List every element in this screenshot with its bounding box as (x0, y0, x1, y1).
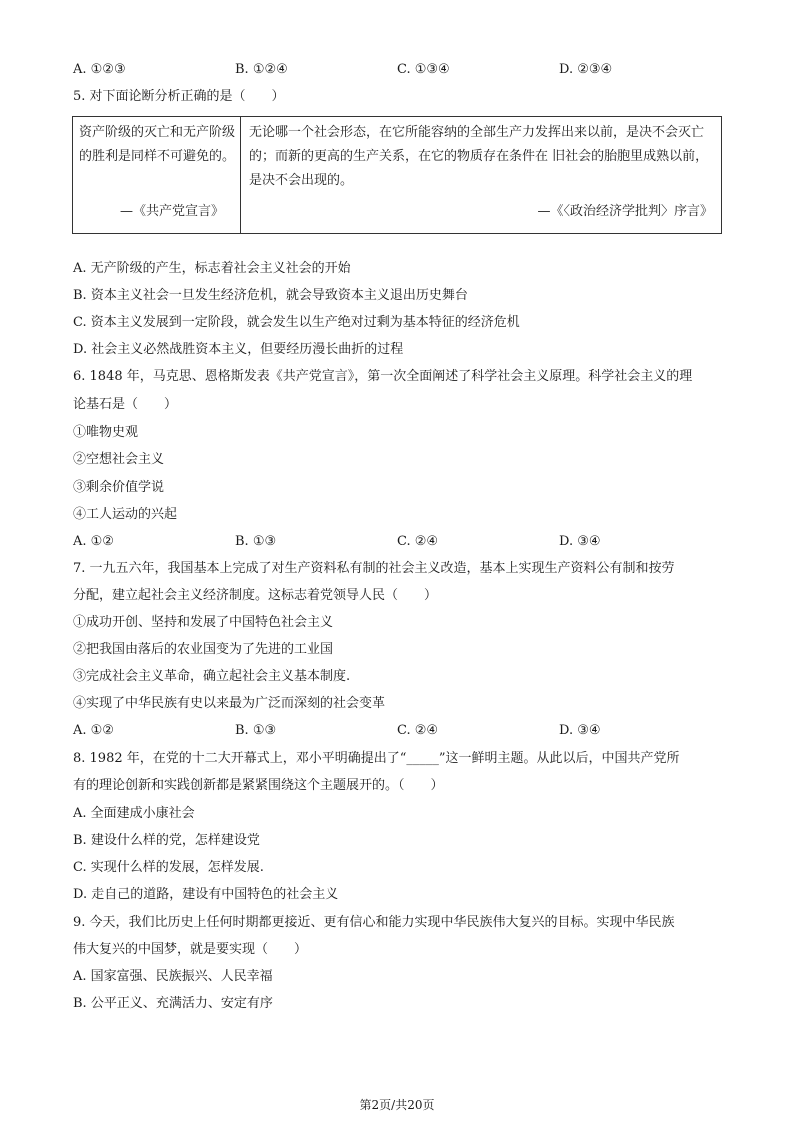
q4-option-b: B. ①②④ (235, 62, 288, 77)
quote-left-source: —《共产党宣言》 (120, 204, 225, 219)
q8-option-a: A. 全面建成小康社会 (73, 806, 195, 821)
q6-option-a: A. ①② (73, 534, 114, 549)
q5-quote-table (72, 116, 722, 234)
q6-option-b: B. ①③ (235, 534, 277, 549)
q8-option-c: C. 实现什么样的发展，怎样发展. (73, 860, 264, 875)
quote-left-text: 资产阶级的灭亡和无产阶级的胜利是同样不可避免的。 (79, 125, 236, 164)
q7-item-2: ②把我国由落后的农业国变为了先进的工业国 (73, 642, 334, 657)
q4-option-a: A. ①②③ (73, 62, 126, 77)
q5-option-a: A. 无产阶级的产生，标志着社会主义社会的开始 (73, 261, 351, 276)
quote-right-source: —《〈政治经济学批判〉序言》 (537, 204, 713, 219)
q5-option-c: C. 资本主义发展到一定阶段，就会发生以生产绝对过剩为基本特征的经济危机 (73, 315, 520, 330)
q7-stem-line2: 分配，建立起社会主义经济制度。这标志着党领导人民（ ） (73, 588, 438, 603)
q7-option-d: D. ③④ (559, 723, 601, 738)
q5-option-d: D. 社会主义必然战胜资本主义，但要经历漫长曲折的过程 (73, 342, 404, 357)
q6-item-1: ①唯物史观 (73, 425, 139, 440)
q9-option-a: A. 国家富强、民族振兴、人民幸福 (73, 969, 273, 984)
q6-stem-line1: 6. 1848 年，马克思、恩格斯发表《共产党宣言》，第一次全面阐述了科学社会主义原理。科学社会主义的理 (73, 369, 693, 384)
q7-stem-line1: 7. 一九五六年，我国基本上完成了对生产资料私有制的社会主义改造，基本上实现生产资料公有制和按劳 (73, 561, 675, 576)
q6-item-4: ④工人运动的兴起 (73, 507, 178, 522)
q6-options (73, 533, 733, 551)
q4-options (73, 61, 733, 79)
q6-option-c: C. ②④ (397, 534, 439, 549)
q7-item-1: ①成功开创、坚持和发展了中国特色社会主义 (73, 615, 334, 630)
page-number: 第2页/共20页 (359, 1098, 435, 1112)
q4-option-d: D. ②③④ (559, 62, 613, 77)
q6-option-d: D. ③④ (559, 534, 601, 549)
q9-stem-line1: 9. 今天，我们比历史上任何时期都更接近、更有信心和能力实现中华民族伟大复兴的目标。实现中华民族 (73, 915, 675, 930)
q5-option-b: B. 资本主义社会一旦发生经济危机，就会导致资本主义退出历史舞台 (73, 288, 468, 303)
q8-stem-line1: 8. 1982 年，在党的十二大开幕式上，邓小平明确提出了“_____”这一鲜明主题。从此以后，中国共产党所 (73, 751, 680, 766)
q7-option-b: B. ①③ (235, 723, 277, 738)
q7-item-4: ④实现了中华民族有史以来最为广泛而深刻的社会变革 (73, 696, 386, 711)
q6-item-3: ③剩余价值学说 (73, 480, 165, 495)
quote-right-text: 无论哪一个社会形态，在它所能容纳的全部生产力发挥出来以前，是决不会灭亡的；而新的更高的生产关系，在它的物质存在条件在 旧社会的胎胞里成熟以前，是决不会出现的。 (249, 125, 709, 188)
q7-option-a: A. ①② (73, 723, 114, 738)
q8-option-b: B. 建设什么样的党，怎样建设党 (73, 833, 260, 848)
q9-stem-line2: 伟大复兴的中国梦，就是要实现（ ） (73, 942, 308, 957)
q4-option-c: C. ①③④ (397, 62, 450, 77)
q7-item-3: ③完成社会主义革命，确立起社会主义基本制度. (73, 669, 351, 684)
q7-option-c: C. ②④ (397, 723, 439, 738)
q6-stem-line2: 论基石是（ ） (73, 397, 178, 412)
table-divider (240, 117, 241, 233)
q7-options (73, 722, 733, 740)
q5-stem: 5. 对下面论断分析正确的是（ ） (73, 89, 285, 104)
q6-item-2: ②空想社会主义 (73, 452, 165, 467)
q8-stem-line2: 有的理论创新和实践创新都是紧紧围绕这个主题展开的。（ ） (73, 778, 444, 793)
q8-option-d: D. 走自己的道路，建设有中国特色的社会主义 (73, 887, 339, 902)
q9-option-b: B. 公平正义、充满活力、安定有序 (73, 996, 273, 1011)
